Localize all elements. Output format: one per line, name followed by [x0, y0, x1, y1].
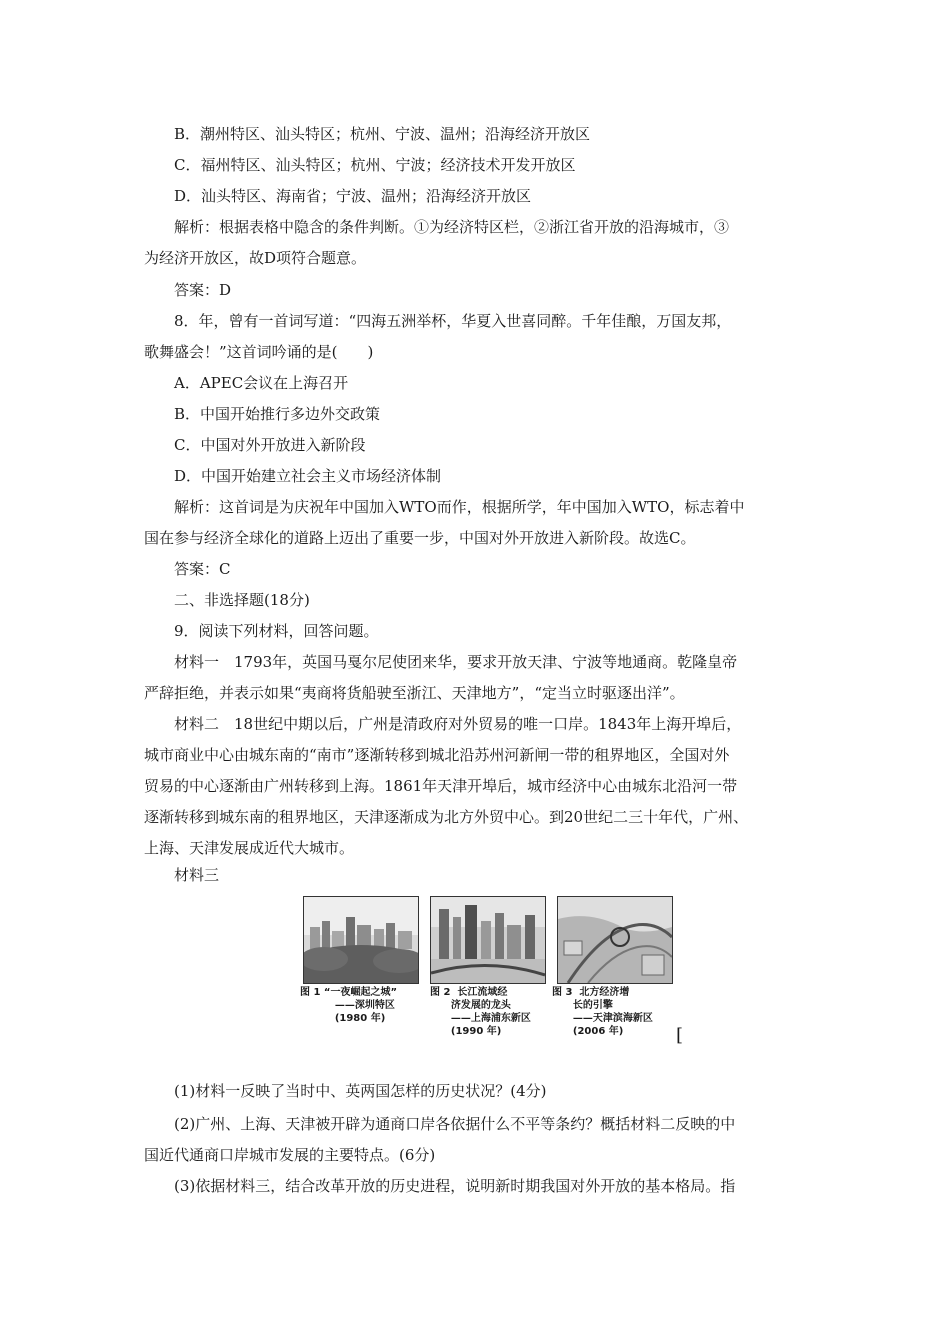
q8-stem-line1: 8．年，曾有一首词写道：“四海五洲举杯，华夏入世喜同醉。千年佳酿，万国友邦， — [174, 312, 732, 330]
q9-sub3-line1: (3)依据材料三，结合改革开放的历史进程，说明新时期我国对外开放的基本格局。指 — [174, 1177, 736, 1195]
q7-answer: 答案：D — [174, 281, 232, 299]
figure-3-binhai-map — [557, 896, 673, 984]
material1-line1: 材料一 1793年，英国马戛尔尼使团来华，要求开放天津、宁波等地通商。乾隆皇帝 — [174, 653, 738, 671]
q9-stem: 9．阅读下列材料，回答问题。 — [174, 622, 379, 640]
figure-2-caption: 图 2 长江流域经 济发展的龙头 ——上海浦东新区 (1990 年) — [430, 987, 531, 1037]
q9-sub1: (1)材料一反映了当时中、英两国怎样的历史状况？(4分) — [174, 1082, 547, 1100]
material2-line4: 逐渐转移到城东南的租界地区，天津逐渐成为北方外贸中心。到20世纪二三十年代，广州、 — [144, 808, 749, 826]
figure-1-caption: 图 1 “一夜崛起之城” ——深圳特区 (1980 年) — [300, 987, 398, 1024]
material3-label: 材料三 — [174, 866, 220, 884]
material3-figures — [300, 896, 690, 1046]
q9-sub2-line1: (2)广州、上海、天津被开辟为通商口岸各依据什么不平等条约？概括材料二反映的中 — [174, 1115, 736, 1133]
q8-option-c: C．中国对外开放进入新阶段 — [174, 436, 366, 454]
q8-option-b: B．中国开始推行多边外交政策 — [174, 405, 381, 423]
figure-1-shenzhen-photo — [303, 896, 419, 984]
q7-option-b: B．潮州特区、汕头特区；杭州、宁波、温州；沿海经济开放区 — [174, 125, 591, 143]
figure-3-caption: 图 3 北方经济增 长的引擎 ——天津滨海新区 (2006 年) — [552, 987, 653, 1037]
material1-line2: 严辞拒绝，并表示如果“夷商将货船驶至浙江、天津地方”，“定当立时驱逐出洋”。 — [144, 684, 685, 702]
q9-sub2-line2: 国近代通商口岸城市发展的主要特点。(6分) — [144, 1146, 436, 1164]
section2-title: 二、非选择题(18分) — [174, 591, 310, 609]
material2-line3: 贸易的中心逐渐由广州转移到上海。1861年天津开埠后，城市经济中心由城东北沿河一带 — [144, 777, 738, 795]
q7-option-d: D．汕头特区、海南省；宁波、温州；沿海经济开放区 — [174, 187, 532, 205]
material2-line5: 上海、天津发展成近代大城市。 — [144, 839, 355, 857]
q7-option-c: C．福州特区、汕头特区；杭州、宁波；经济技术开发开放区 — [174, 156, 576, 174]
material2-line1: 材料二 18世纪中期以后，广州是清政府对外贸易的唯一口岸。1843年上海开埠后， — [174, 715, 742, 733]
stray-bracket: [ — [676, 1025, 684, 1046]
q7-analysis-line2: 为经济开放区，故D项符合题意。 — [144, 249, 367, 267]
q8-analysis-line1: 解析：这首词是为庆祝年中国加入WTO而作，根据所学，年中国加入WTO，标志着中 — [174, 498, 745, 516]
q8-option-a: A．APEC会议在上海召开 — [174, 374, 349, 392]
q8-analysis-line2: 国在参与经济全球化的道路上迈出了重要一步，中国对外开放进入新阶段。故选C。 — [144, 529, 696, 547]
q8-option-d: D．中国开始建立社会主义市场经济体制 — [174, 467, 442, 485]
q8-stem-line2: 歌舞盛会！”这首词吟诵的是( ) — [144, 343, 374, 361]
q7-analysis-line1: 解析：根据表格中隐含的条件判断。①为经济特区栏，②浙江省开放的沿海城市，③ — [174, 218, 730, 236]
q8-answer: 答案：C — [174, 560, 231, 578]
figure-2-pudong-photo — [430, 896, 546, 984]
material2-line2: 城市商业中心由城东南的“南市”逐渐转移到城北沿苏州河新闸一带的租界地区，全国对外 — [144, 746, 730, 764]
